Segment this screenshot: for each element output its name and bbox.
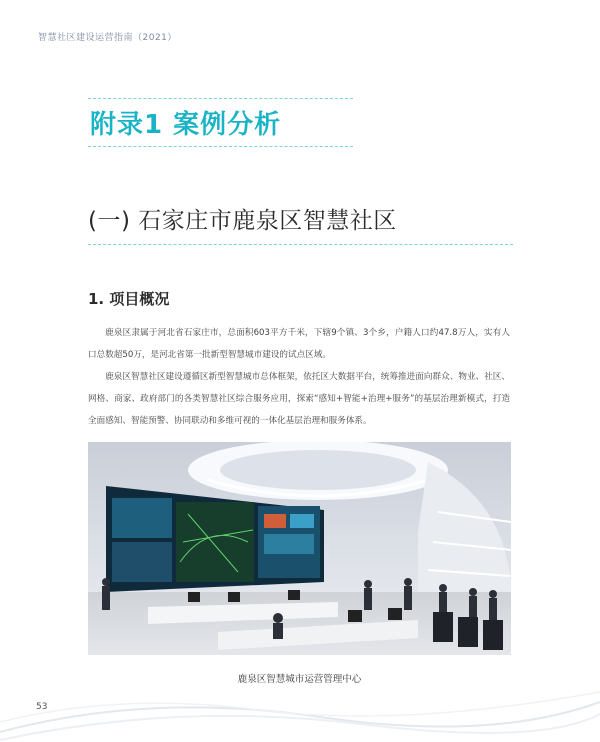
appendix-title: 附录1 案例分析 [90, 110, 282, 140]
section-title: (一) 石家庄市鹿泉区智慧社区 [88, 208, 397, 234]
decorative-footer-swoosh [0, 662, 600, 742]
operations-center-photo [88, 442, 511, 655]
title-bottom-divider [88, 146, 353, 147]
running-header: 智慧社区建设运营指南（2021） [38, 33, 177, 43]
title-top-divider [88, 98, 353, 99]
section-divider [88, 244, 513, 245]
subsection-title: 1. 项目概况 [88, 290, 170, 308]
figure-caption: 鹿泉区智慧城市运营管理中心 [237, 674, 362, 685]
paragraph-overview: 鹿泉区隶属于河北省石家庄市，总面积603平方千米，下辖9个镇、3个乡，户籍人口约47.8万人，实有人口总数超50万，是河北省第一批新型智慧城市建设的试点区域。 [88, 328, 510, 360]
operations-center-illustration [88, 442, 511, 655]
paragraph-framework: 鹿泉区智慧社区建设遵循区新型智慧城市总体框架，依托区大数据平台，统筹推进面向群众、物业、社区、网格、商家、政府部门的各类智慧社区综合服务应用，探索“感知+智能+治理+服务”的基层治理新模式，打造全面感知、智能预警、协同联动和多维可视的一体化基层治理和服务体系。 [88, 372, 510, 426]
page-number: 53 [36, 702, 48, 712]
